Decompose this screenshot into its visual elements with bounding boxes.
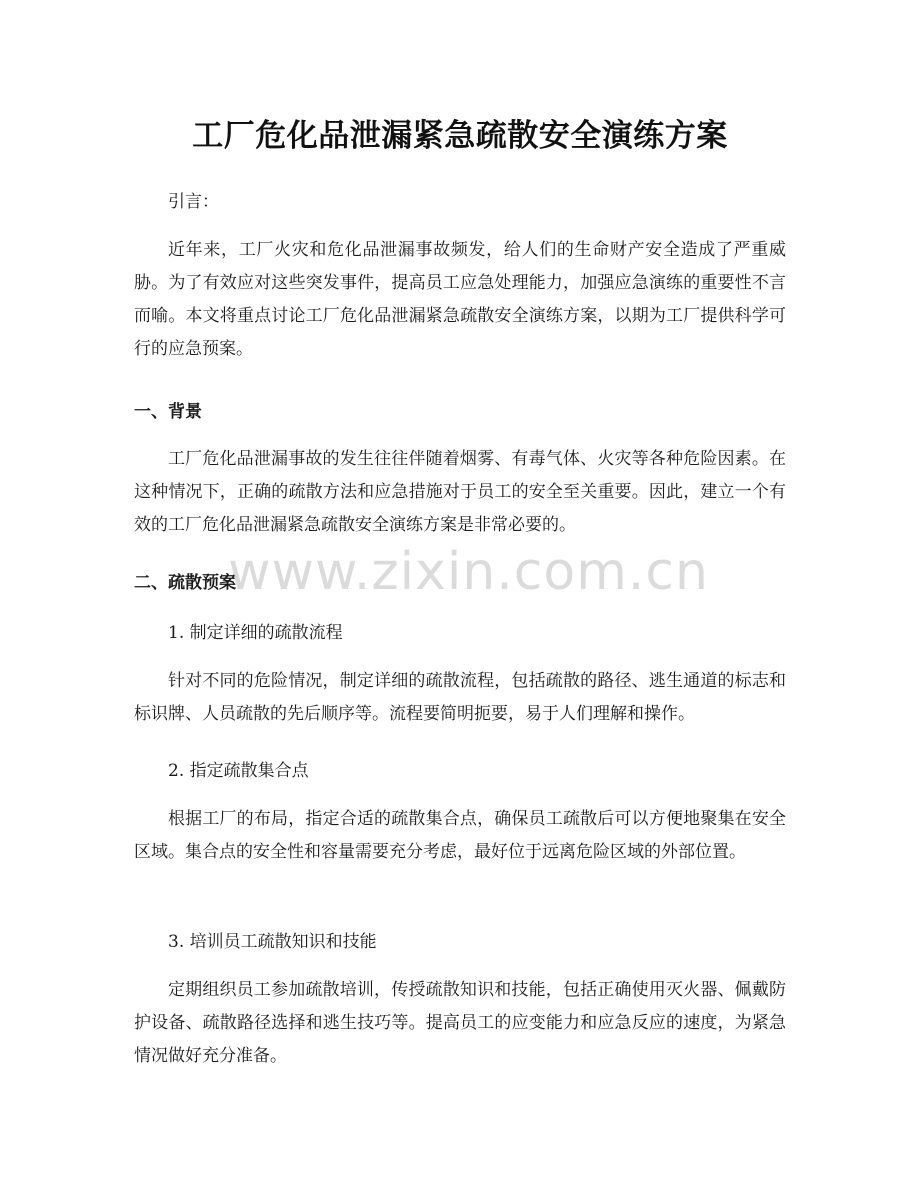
intro-label: 引言： [168, 192, 219, 212]
section-heading-evacuation-plan: 二、疏散预案 [134, 573, 236, 593]
background-paragraph: 工厂危化品泄漏事故的发生往往伴随着烟雾、有毒气体、火灾等各种危险因素。在这种情况下，正确的疏散方法和应急措施对于员工的安全至关重要。因此，建立一个有效的工厂危化品泄漏紧急疏散安全演练方案是非常必要的。 [134, 449, 786, 535]
watermark: www.zixin.com.cn [228, 542, 709, 602]
item-title-2: 2. 指定疏散集合点 [168, 761, 309, 781]
item-title-1: 1. 制定详细的疏散流程 [168, 623, 343, 643]
intro-paragraph: 近年来，工厂火灾和危化品泄漏事故频发，给人们的生命财产安全造成了严重威胁。为了有效应对这些突发事件，提高员工应急处理能力，加强应急演练的重要性不言而喻。本文将重点讨论工厂危化品泄漏紧急疏散安全演练方案，以期为工厂提供科学可行的应急预案。 [134, 240, 786, 359]
document-title: 工厂危化品泄漏紧急疏散安全演练方案 [192, 118, 728, 154]
item-paragraph-3: 定期组织员工参加疏散培训，传授疏散知识和技能，包括正确使用灭火器、佩戴防护设备、疏散路径选择和逃生技巧等。提高员工的应变能力和应急反应的速度，为紧急情况做好充分准备。 [134, 980, 786, 1066]
section-heading-background: 一、背景 [134, 402, 202, 422]
item-paragraph-1: 针对不同的危险情况，制定详细的疏散流程，包括疏散的路径、逃生通道的标志和标识牌、人员疏散的先后顺序等。流程要简明扼要，易于人们理解和操作。 [134, 671, 786, 724]
item-paragraph-2: 根据工厂的布局，指定合适的疏散集合点，确保员工疏散后可以方便地聚集在安全区域。集合点的安全性和容量需要充分考虑，最好位于远离危险区域的外部位置。 [134, 809, 786, 862]
item-title-3: 3. 培训员工疏散知识和技能 [168, 932, 377, 952]
